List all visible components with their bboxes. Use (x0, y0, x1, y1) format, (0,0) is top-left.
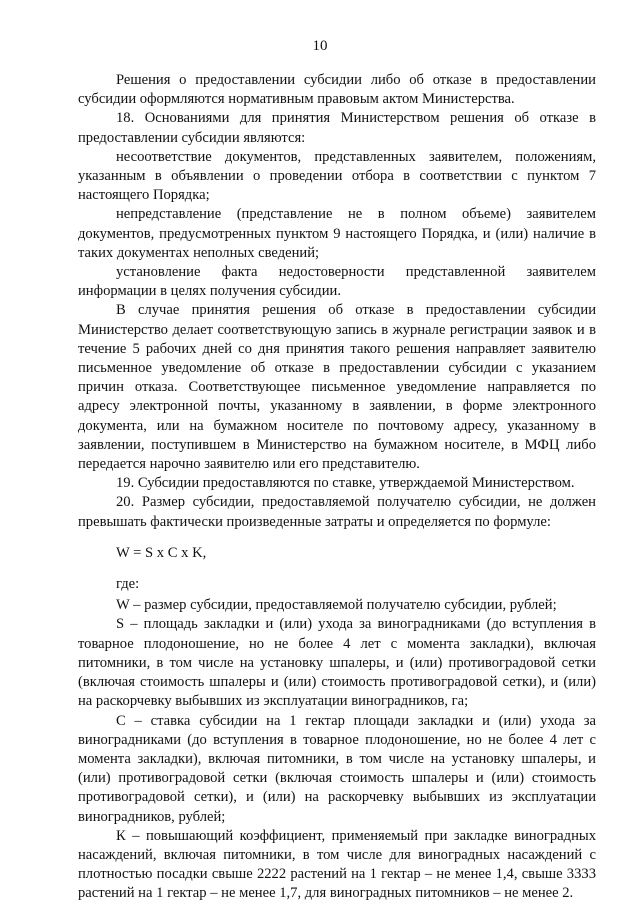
definition-w: W – размер субсидии, предоставляемой получателю субсидии, рублей; (116, 597, 557, 614)
paragraph-20-amount: 20. Размер субсидии, предоставляемой получателю субсидии, не должен превышать фактически произведенные затраты и определяется по формуле: (78, 494, 596, 530)
paragraph-refusal-notice: В случае принятия решения об отказе в предоставлении субсидии Министерство делает соответствующую запись в журнале регистрации заявок и в течение 5 рабочих дней со дня принятия такого решения направляет заявителю письменное уведомление об отказе в предоставлении субсидии с указанием причин отказа. Соответствующее письменное уведомление направляется по адресу электронной почты, указанному в заявлении, в форме электронного документа, или на бумажном носителе по почтовому адресу, указанному в заявлении, поступившем в Министерство на бумажном носителе, в МФЦ либо передается нарочно заявителю или его представителю. (78, 302, 596, 473)
paragraph-ground-false-info: установление факта недостоверности представленной заявителем информации в целях получения субсидии. (78, 264, 596, 300)
definition-s: S – площадь закладки и (или) ухода за виноградниками (до вступления в товарное плодоношение, но не более 4 лет с момента закладки), включая питомники, в том числе на установку шпалеры, и (или) противоградовой сетки (включая стоимость шпалеры и (или) стоимость противоградовой сетки), и (или) на раскорчевку выбывших из эксплуатации виноградников, га; (78, 616, 596, 710)
document-body (78, 71, 596, 904)
subsidy-formula: W = S x C x K, (116, 544, 207, 561)
where-label: где: (116, 576, 140, 593)
definition-c: С – ставка субсидии на 1 гектар площади закладки и (или) ухода за виноградниками (до вступления в товарное плодоношение, но не более 4 лет с момента закладки), включая питомники, в том числе на установку шпалеры, и (или) противоградовой сетки (включая стоимость шпалеры и (или) стоимость противоградовой сетки), и (или) на раскорчевку выбывших из эксплуатации виноградников, рублей; (78, 712, 596, 825)
paragraph-ground-missing-docs: непредставление (представление не в полном объеме) заявителем документов, предусмотренных пунктом 9 настоящего Порядка, и (или) наличие в таких документах неполных сведений; (78, 206, 596, 261)
paragraph-decision-form: Решения о предоставлении субсидии либо об отказе в предоставлении субсидии оформляются нормативным правовым актом Министерства. (78, 72, 596, 108)
paragraph-19-rate: 19. Субсидии предоставляются по ставке, утверждаемой Министерством. (116, 475, 575, 492)
page-number: 10 (312, 38, 328, 54)
paragraph-ground-mismatch: несоответствие документов, представленных заявителем, положениям, указанным в объявлении о проведении отбора в соответствии с пунктом 7 настоящего Порядка; (78, 148, 596, 204)
definition-k: К – повышающий коэффициент, применяемый при закладке виноградных насаждений, включая питомники, в том числе для виноградных насаждений с плотностью посадки свыше 2222 растений на 1 гектар – не менее 1,4, свыше 3333 растений на 1 гектар – не менее 1,7, для виноградных питомников – не менее 2. (78, 827, 596, 902)
paragraph-18-grounds: 18. Основаниями для принятия Министерством решения об отказе в предоставлении субсидии являются: (78, 110, 596, 146)
